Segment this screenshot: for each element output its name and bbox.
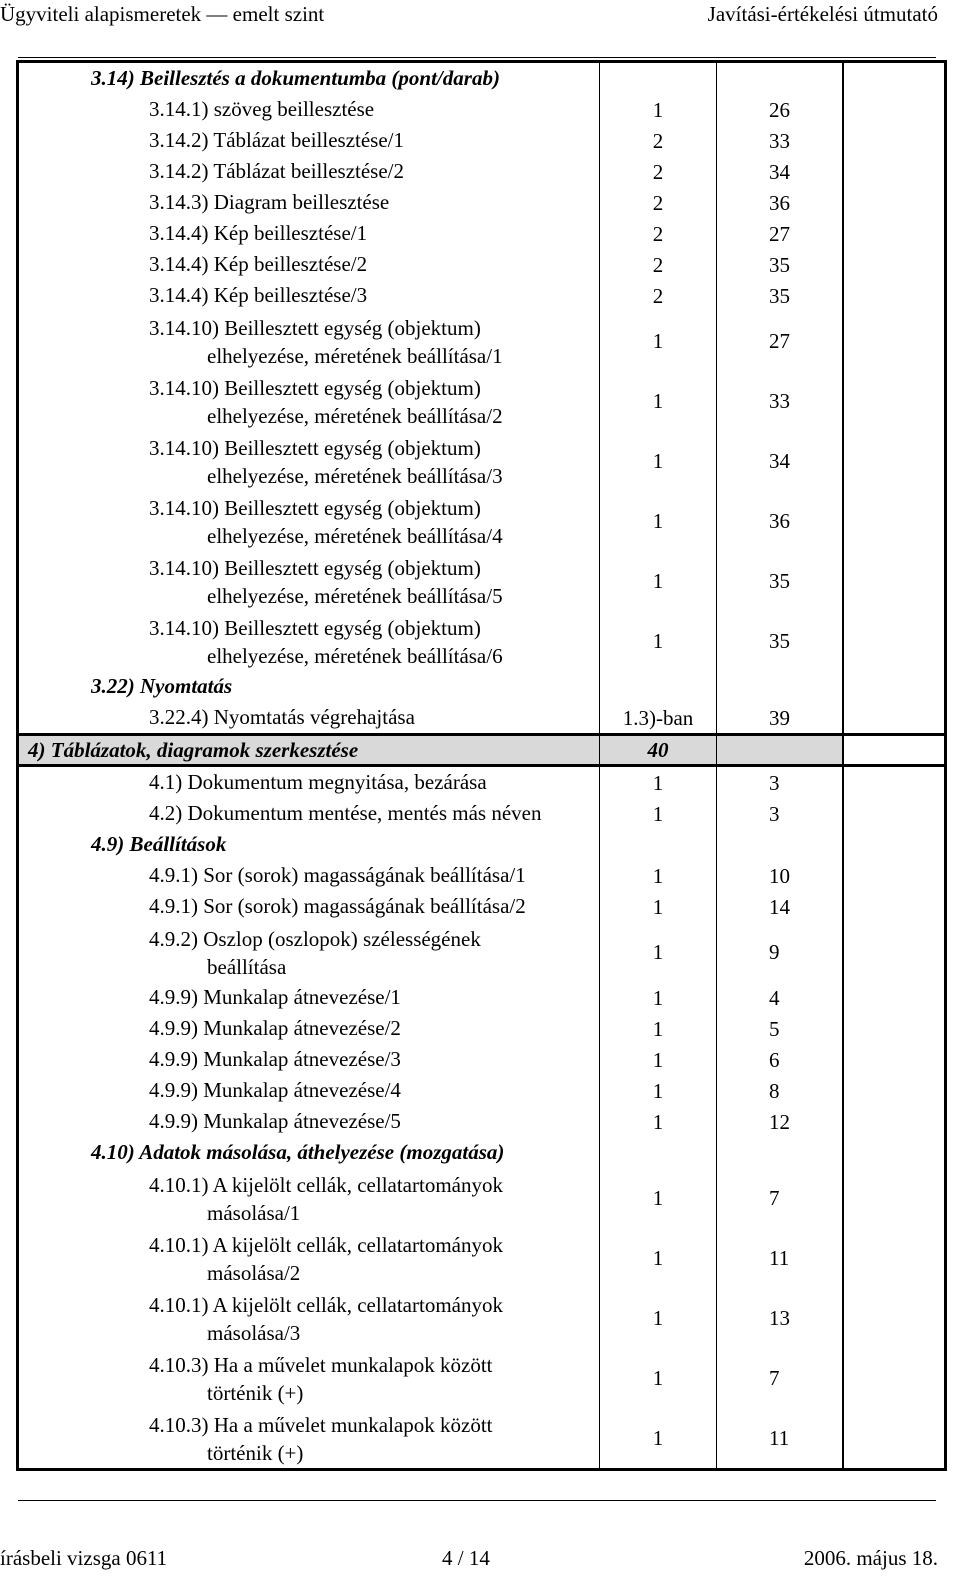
score-cell bbox=[843, 982, 947, 1013]
score-cell bbox=[843, 767, 947, 798]
score-cell bbox=[843, 922, 947, 982]
points-cell bbox=[599, 1137, 717, 1168]
points-cell bbox=[599, 1288, 717, 1348]
points-cell bbox=[599, 860, 717, 891]
table-row bbox=[16, 156, 947, 187]
reference-value: 39 bbox=[769, 705, 790, 730]
points-cell bbox=[599, 733, 717, 767]
table-row bbox=[16, 1228, 947, 1288]
score-cell bbox=[843, 1348, 947, 1408]
footer-date: 2006. május 18. bbox=[803, 1546, 938, 1570]
section-title: 4) Táblázatok, diagramok szerkesztése bbox=[28, 738, 359, 762]
points-value: 2 bbox=[652, 128, 664, 153]
task-label: 4.9.9) Munkalap átnevezése/1 bbox=[149, 985, 401, 1009]
table-row bbox=[16, 702, 947, 733]
reference-value: 27 bbox=[769, 329, 790, 353]
score-cell bbox=[843, 733, 947, 767]
table-row bbox=[16, 1075, 947, 1106]
task-label-cell bbox=[16, 1137, 599, 1168]
points-value: 2 bbox=[652, 190, 664, 215]
task-label-continuation: másolása/3 bbox=[207, 1321, 301, 1345]
table-row bbox=[16, 1288, 947, 1348]
task-label-cell bbox=[16, 371, 599, 431]
task-label-continuation: másolása/1 bbox=[207, 1201, 301, 1225]
points-cell bbox=[599, 1013, 717, 1044]
points-cell bbox=[599, 60, 717, 94]
table-row bbox=[16, 125, 947, 156]
section-row bbox=[16, 60, 947, 94]
reference-value: 6 bbox=[769, 1047, 780, 1072]
task-label-cell bbox=[16, 860, 599, 891]
points-cell bbox=[599, 551, 717, 611]
reference-cell bbox=[717, 1137, 843, 1168]
reference-value: 7 bbox=[769, 1366, 780, 1390]
points-value: 1 bbox=[652, 509, 664, 533]
reference-value: 33 bbox=[769, 389, 790, 413]
score-cell bbox=[843, 1106, 947, 1137]
section-title: 3.22) Nyomtatás bbox=[91, 674, 233, 698]
points-cell bbox=[599, 218, 717, 249]
task-label-cell bbox=[16, 280, 599, 311]
reference-cell bbox=[717, 94, 843, 125]
reference-cell bbox=[717, 1168, 843, 1228]
points-value: 1 bbox=[652, 449, 664, 473]
task-label: 4.10.1) A kijelölt cellák, cellatartományok bbox=[149, 1173, 503, 1197]
task-label: 4.9.2) Oszlop (oszlopok) szélességének bbox=[149, 927, 481, 951]
reference-cell bbox=[717, 922, 843, 982]
reference-cell bbox=[717, 218, 843, 249]
reference-value: 35 bbox=[769, 252, 790, 277]
reference-cell bbox=[717, 733, 843, 767]
points-cell bbox=[599, 249, 717, 280]
task-label: 3.14.2) Táblázat beillesztése/1 bbox=[149, 128, 405, 152]
points-cell bbox=[599, 371, 717, 431]
scoring-table bbox=[16, 60, 947, 1471]
score-cell bbox=[843, 187, 947, 218]
task-label-cell bbox=[16, 1106, 599, 1137]
score-cell bbox=[843, 1044, 947, 1075]
points-cell bbox=[599, 1106, 717, 1137]
reference-value: 33 bbox=[769, 128, 790, 153]
score-cell bbox=[843, 280, 947, 311]
task-label-cell bbox=[16, 94, 599, 125]
table-row bbox=[16, 280, 947, 311]
points-cell bbox=[599, 431, 717, 491]
table-row bbox=[16, 311, 947, 371]
task-label-cell bbox=[16, 1168, 599, 1228]
points-cell bbox=[599, 311, 717, 371]
task-label-cell bbox=[16, 1044, 599, 1075]
score-cell bbox=[843, 371, 947, 431]
table-row bbox=[16, 431, 947, 491]
table-row bbox=[16, 1408, 947, 1471]
reference-value: 3 bbox=[769, 801, 780, 826]
points-value: 1 bbox=[652, 1016, 664, 1041]
reference-value: 14 bbox=[769, 894, 790, 919]
points-value: 1.3)-ban bbox=[622, 705, 694, 730]
task-label: 3.14.4) Kép beillesztése/2 bbox=[149, 252, 368, 276]
score-cell bbox=[843, 829, 947, 860]
reference-value: 12 bbox=[769, 1109, 790, 1134]
task-label: 3.14.4) Kép beillesztése/3 bbox=[149, 283, 368, 307]
points-value: 2 bbox=[652, 252, 664, 277]
score-cell bbox=[843, 798, 947, 829]
task-label-cell bbox=[16, 1408, 599, 1471]
page-number: 4 / 14 bbox=[442, 1546, 490, 1570]
score-cell bbox=[843, 1228, 947, 1288]
reference-cell bbox=[717, 491, 843, 551]
task-label-cell bbox=[16, 156, 599, 187]
reference-cell bbox=[717, 551, 843, 611]
reference-value: 10 bbox=[769, 863, 790, 888]
points-cell bbox=[599, 1348, 717, 1408]
reference-cell bbox=[717, 1106, 843, 1137]
task-label: 3.14.1) szöveg beillesztése bbox=[149, 97, 375, 121]
reference-value: 8 bbox=[769, 1078, 780, 1103]
reference-value: 35 bbox=[769, 629, 790, 653]
reference-value: 7 bbox=[769, 1186, 780, 1210]
footer-rule bbox=[18, 1500, 936, 1501]
task-label-continuation: elhelyezése, méretének beállítása/1 bbox=[207, 344, 503, 368]
points-value: 1 bbox=[652, 1306, 664, 1330]
score-cell bbox=[843, 702, 947, 733]
score-cell bbox=[843, 1288, 947, 1348]
table-row bbox=[16, 491, 947, 551]
task-label: 4.2) Dokumentum mentése, mentés más néven bbox=[149, 801, 542, 825]
task-label-continuation: elhelyezése, méretének beállítása/5 bbox=[207, 584, 503, 608]
table-row bbox=[16, 249, 947, 280]
task-label: 4.9.9) Munkalap átnevezése/5 bbox=[149, 1109, 401, 1133]
task-label-cell bbox=[16, 491, 599, 551]
table-row bbox=[16, 798, 947, 829]
reference-cell bbox=[717, 187, 843, 218]
points-cell bbox=[599, 702, 717, 733]
task-label-cell bbox=[16, 733, 599, 767]
points-value: 1 bbox=[652, 1366, 664, 1390]
section-row bbox=[16, 829, 947, 860]
task-label: 3.22.4) Nyomtatás végrehajtása bbox=[149, 705, 415, 729]
score-cell bbox=[843, 311, 947, 371]
task-label-cell bbox=[16, 1288, 599, 1348]
score-cell bbox=[843, 891, 947, 922]
task-label-cell bbox=[16, 60, 599, 94]
points-value: 2 bbox=[652, 283, 664, 308]
points-cell bbox=[599, 187, 717, 218]
score-cell bbox=[843, 491, 947, 551]
points-value: 1 bbox=[652, 1078, 664, 1103]
points-value: 1 bbox=[652, 629, 664, 653]
reference-cell bbox=[717, 311, 843, 371]
task-label-cell bbox=[16, 829, 599, 860]
score-cell bbox=[843, 1168, 947, 1228]
task-label-continuation: elhelyezése, méretének beállítása/2 bbox=[207, 404, 503, 428]
points-cell bbox=[599, 280, 717, 311]
points-value: 1 bbox=[652, 389, 664, 413]
task-label-cell bbox=[16, 125, 599, 156]
points-cell bbox=[599, 1044, 717, 1075]
reference-value: 26 bbox=[769, 97, 790, 122]
reference-cell bbox=[717, 1408, 843, 1471]
points-value: 1 bbox=[652, 801, 664, 826]
score-cell bbox=[843, 1075, 947, 1106]
reference-cell bbox=[717, 1013, 843, 1044]
main-section-row bbox=[16, 733, 947, 767]
task-label-cell bbox=[16, 1075, 599, 1106]
score-cell bbox=[843, 551, 947, 611]
task-label: 3.14.10) Beillesztett egység (objektum) bbox=[149, 436, 481, 460]
points-value: 2 bbox=[652, 221, 664, 246]
reference-cell bbox=[717, 611, 843, 671]
reference-value: 34 bbox=[769, 159, 790, 184]
points-value: 1 bbox=[652, 1186, 664, 1210]
reference-cell bbox=[717, 1288, 843, 1348]
task-label: 4.1) Dokumentum megnyitása, bezárása bbox=[149, 770, 487, 794]
points-cell bbox=[599, 829, 717, 860]
reference-value: 35 bbox=[769, 283, 790, 308]
reference-cell bbox=[717, 1228, 843, 1288]
table-row bbox=[16, 1013, 947, 1044]
points-cell bbox=[599, 1075, 717, 1106]
points-cell bbox=[599, 156, 717, 187]
score-cell bbox=[843, 860, 947, 891]
score-cell bbox=[843, 125, 947, 156]
reference-cell bbox=[717, 702, 843, 733]
points-cell bbox=[599, 767, 717, 798]
points-value: 1 bbox=[652, 894, 664, 919]
score-cell bbox=[843, 611, 947, 671]
reference-cell bbox=[717, 371, 843, 431]
reference-value: 3 bbox=[769, 770, 780, 795]
task-label-cell bbox=[16, 671, 599, 702]
points-cell bbox=[599, 671, 717, 702]
reference-value: 36 bbox=[769, 509, 790, 533]
table-row bbox=[16, 218, 947, 249]
task-label-cell bbox=[16, 767, 599, 798]
running-header-left: Ügyviteli alapismeretek — emelt szint bbox=[0, 2, 325, 26]
reference-cell bbox=[717, 1044, 843, 1075]
table-row bbox=[16, 982, 947, 1013]
table-row bbox=[16, 1348, 947, 1408]
running-header-right: Javítási-értékelési útmutató bbox=[707, 2, 938, 26]
reference-cell bbox=[717, 767, 843, 798]
table-row bbox=[16, 767, 947, 798]
task-label: 4.9.1) Sor (sorok) magasságának beállítása/2 bbox=[149, 894, 526, 918]
reference-cell bbox=[717, 860, 843, 891]
task-label-cell bbox=[16, 1348, 599, 1408]
reference-value: 13 bbox=[769, 1306, 790, 1330]
reference-value: 27 bbox=[769, 221, 790, 246]
points-cell bbox=[599, 891, 717, 922]
points-value: 2 bbox=[652, 159, 664, 184]
reference-value: 34 bbox=[769, 449, 790, 473]
task-label-cell bbox=[16, 431, 599, 491]
points-cell bbox=[599, 982, 717, 1013]
points-value: 1 bbox=[652, 1426, 664, 1450]
task-label: 4.10.1) A kijelölt cellák, cellatartományok bbox=[149, 1293, 503, 1317]
points-value: 40 bbox=[647, 738, 669, 762]
reference-value: 35 bbox=[769, 569, 790, 593]
reference-value: 11 bbox=[769, 1426, 790, 1450]
reference-cell bbox=[717, 671, 843, 702]
task-label-cell bbox=[16, 249, 599, 280]
score-cell bbox=[843, 1137, 947, 1168]
task-label-continuation: történik (+) bbox=[207, 1441, 304, 1465]
task-label-cell bbox=[16, 1228, 599, 1288]
header-rule bbox=[18, 57, 936, 58]
task-label-cell bbox=[16, 982, 599, 1013]
reference-cell bbox=[717, 431, 843, 491]
task-label-cell bbox=[16, 702, 599, 733]
table-row bbox=[16, 611, 947, 671]
reference-value: 11 bbox=[769, 1246, 790, 1270]
reference-cell bbox=[717, 891, 843, 922]
table-row bbox=[16, 1168, 947, 1228]
points-cell bbox=[599, 922, 717, 982]
reference-cell bbox=[717, 156, 843, 187]
score-cell bbox=[843, 249, 947, 280]
task-label: 3.14.10) Beillesztett egység (objektum) bbox=[149, 556, 481, 580]
reference-cell bbox=[717, 1075, 843, 1106]
section-title: 4.10) Adatok másolása, áthelyezése (mozgatása) bbox=[91, 1140, 505, 1164]
points-value: 1 bbox=[652, 940, 664, 964]
task-label-cell bbox=[16, 311, 599, 371]
task-label-continuation: elhelyezése, méretének beállítása/6 bbox=[207, 644, 503, 668]
points-cell bbox=[599, 1168, 717, 1228]
task-label: 4.9.9) Munkalap átnevezése/3 bbox=[149, 1047, 401, 1071]
score-cell bbox=[843, 1408, 947, 1471]
task-label-continuation: történik (+) bbox=[207, 1381, 304, 1405]
reference-cell bbox=[717, 829, 843, 860]
task-label: 4.10.1) A kijelölt cellák, cellatartományok bbox=[149, 1233, 503, 1257]
task-label-continuation: másolása/2 bbox=[207, 1261, 301, 1285]
task-label-continuation: beállítása bbox=[207, 955, 287, 979]
reference-value: 4 bbox=[769, 985, 780, 1010]
reference-cell bbox=[717, 249, 843, 280]
table-row bbox=[16, 94, 947, 125]
table-row bbox=[16, 891, 947, 922]
task-label: 3.14.4) Kép beillesztése/1 bbox=[149, 221, 368, 245]
points-value: 1 bbox=[652, 1246, 664, 1270]
points-cell bbox=[599, 1228, 717, 1288]
points-cell bbox=[599, 798, 717, 829]
table-row bbox=[16, 371, 947, 431]
points-value: 1 bbox=[652, 770, 664, 795]
points-cell bbox=[599, 611, 717, 671]
task-label-cell bbox=[16, 611, 599, 671]
footer-left: írásbeli vizsga 0611 bbox=[0, 1546, 168, 1570]
task-label: 4.10.3) Ha a művelet munkalapok között bbox=[149, 1413, 493, 1437]
task-label-cell bbox=[16, 218, 599, 249]
points-value: 1 bbox=[652, 569, 664, 593]
points-value: 1 bbox=[652, 985, 664, 1010]
table-row bbox=[16, 187, 947, 218]
table-row bbox=[16, 922, 947, 982]
task-label-cell bbox=[16, 798, 599, 829]
task-label: 3.14.10) Beillesztett egység (objektum) bbox=[149, 616, 481, 640]
points-cell bbox=[599, 94, 717, 125]
reference-cell bbox=[717, 125, 843, 156]
task-label-continuation: elhelyezése, méretének beállítása/4 bbox=[207, 524, 503, 548]
task-label-cell bbox=[16, 891, 599, 922]
points-value: 1 bbox=[652, 863, 664, 888]
table-row bbox=[16, 1106, 947, 1137]
score-cell bbox=[843, 156, 947, 187]
section-title: 3.14) Beillesztés a dokumentumba (pont/darab) bbox=[91, 66, 500, 90]
score-cell bbox=[843, 218, 947, 249]
reference-cell bbox=[717, 1348, 843, 1408]
points-value: 1 bbox=[652, 97, 664, 122]
section-title: 4.9) Beállítások bbox=[91, 832, 227, 856]
task-label: 4.10.3) Ha a művelet munkalapok között bbox=[149, 1353, 493, 1377]
task-label: 4.9.1) Sor (sorok) magasságának beállítása/1 bbox=[149, 863, 526, 887]
points-value: 1 bbox=[652, 329, 664, 353]
points-cell bbox=[599, 491, 717, 551]
task-label: 3.14.10) Beillesztett egység (objektum) bbox=[149, 376, 481, 400]
task-label: 3.14.10) Beillesztett egység (objektum) bbox=[149, 496, 481, 520]
task-label: 4.9.9) Munkalap átnevezése/4 bbox=[149, 1078, 401, 1102]
task-label-cell bbox=[16, 187, 599, 218]
reference-cell bbox=[717, 982, 843, 1013]
task-label-cell bbox=[16, 922, 599, 982]
reference-value: 9 bbox=[769, 940, 780, 964]
score-cell bbox=[843, 431, 947, 491]
score-cell bbox=[843, 671, 947, 702]
reference-cell bbox=[717, 280, 843, 311]
score-cell bbox=[843, 94, 947, 125]
score-cell bbox=[843, 60, 947, 94]
table-row bbox=[16, 860, 947, 891]
section-row bbox=[16, 671, 947, 702]
task-label-cell bbox=[16, 551, 599, 611]
score-cell bbox=[843, 1013, 947, 1044]
table-row bbox=[16, 551, 947, 611]
table-row bbox=[16, 1044, 947, 1075]
points-value: 1 bbox=[652, 1109, 664, 1134]
task-label: 3.14.3) Diagram beillesztése bbox=[149, 190, 390, 214]
points-cell bbox=[599, 125, 717, 156]
points-value: 1 bbox=[652, 1047, 664, 1072]
section-row bbox=[16, 1137, 947, 1168]
task-label: 4.9.9) Munkalap átnevezése/2 bbox=[149, 1016, 401, 1040]
task-label-continuation: elhelyezése, méretének beállítása/3 bbox=[207, 464, 503, 488]
points-cell bbox=[599, 1408, 717, 1471]
reference-value: 5 bbox=[769, 1016, 780, 1041]
task-label-cell bbox=[16, 1013, 599, 1044]
reference-value: 36 bbox=[769, 190, 790, 215]
task-label: 3.14.2) Táblázat beillesztése/2 bbox=[149, 159, 405, 183]
task-label: 3.14.10) Beillesztett egység (objektum) bbox=[149, 316, 481, 340]
reference-cell bbox=[717, 798, 843, 829]
reference-cell bbox=[717, 60, 843, 94]
